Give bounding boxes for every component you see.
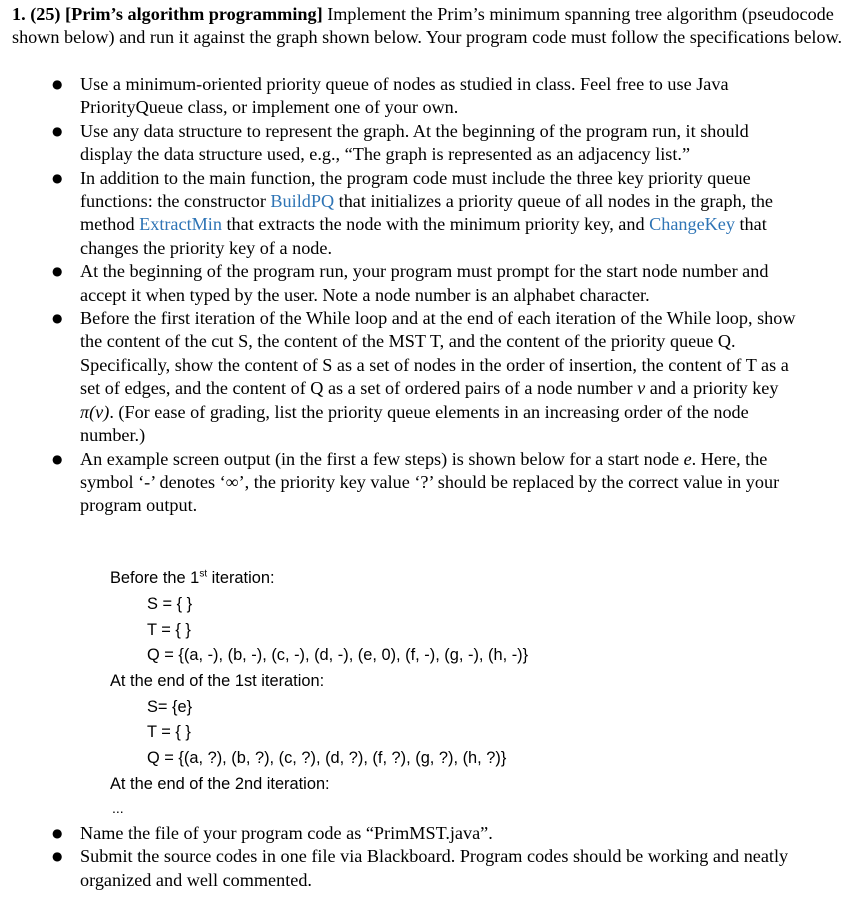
requirement-text: that initializes a priority queue of all nodes in the graph, the method — [80, 191, 774, 235]
sample-heading: At the end of the 1st iteration: — [110, 672, 325, 690]
sample-line: Q = {(a, -), (b, -), (c, -), (d, -), (e, 0), (f, -), (g, -), (h, -)} — [147, 646, 529, 664]
sample-line: T = { } — [147, 621, 191, 639]
submission-list — [0, 822, 864, 892]
sample-heading: Before the 1st iteration: — [110, 568, 275, 587]
requirement-text: . Here, the symbol ‘-’ denotes ‘∞’, the priority key value ‘?’ should be replaced by the correct value in your program output. — [80, 448, 780, 516]
requirement-text: An example screen output (in the first a few steps) is shown below for a start node — [80, 448, 684, 469]
bullet-icon: ● — [52, 264, 63, 279]
priority-key-symbol: π(v) — [80, 401, 110, 422]
requirement-text: Submit the source codes in one file via Blackboard. Program codes should be working and neatly organized and well commented. — [80, 846, 789, 890]
requirement-text: Use any data structure to represent the graph. At the beginning of the program run, it should display the data structure used, e.g., “The graph is represented as an adjacency list.” — [80, 120, 749, 165]
list-item — [0, 448, 800, 518]
requirement-text: At the beginning of the program run, your program must prompt for the start node number and accept it when typed by the user. Note a node number is an alphabet character. — [80, 261, 769, 305]
sample-line: S = { } — [147, 595, 193, 613]
sample-heading: At the end of the 2nd iteration: — [110, 775, 330, 793]
list-item — [0, 120, 800, 167]
requirement-text: . (For ease of grading, list the priority queue elements in an increasing order of the node number.) — [80, 401, 749, 446]
list-item — [0, 845, 800, 892]
list-item — [0, 73, 800, 120]
bullet-icon: ● — [52, 123, 63, 138]
function-name-extractmin: ExtractMin — [139, 214, 222, 235]
bullet-icon: ● — [52, 170, 63, 185]
requirement-text: that changes the priority key of a node. — [80, 214, 767, 258]
function-name-buildpq: BuildPQ — [270, 191, 335, 212]
start-node-symbol: e — [683, 448, 692, 469]
sample-ellipsis: ... — [112, 800, 124, 816]
function-name-changekey: ChangeKey — [649, 214, 735, 235]
list-item — [0, 167, 800, 261]
sample-line: Q = {(a, ?), (b, ?), (c, ?), (d, ?), (f, ?), (g, ?), (h, ?)} — [147, 749, 507, 767]
requirement-text: and a priority key — [645, 378, 779, 399]
requirements-list — [0, 73, 864, 518]
bullet-icon: ● — [52, 849, 63, 864]
question-intro-text: Implement the Prim’s minimum spanning tree algorithm (pseudocode shown below) and run it against the graph shown below. Your program code must follow the specifications below. — [12, 4, 843, 48]
list-item — [0, 822, 800, 845]
bullet-icon: ● — [52, 77, 63, 91]
sample-line: S= {e} — [147, 698, 193, 716]
list-item — [0, 260, 800, 307]
node-symbol: v — [637, 378, 646, 399]
requirement-text: Use a minimum-oriented priority queue of nodes as studied in class. Feel free to use Java PriorityQueue class, or implement one of your own. — [80, 74, 729, 118]
list-item — [0, 307, 800, 447]
requirement-text: that extracts the node with the minimum priority key, and — [221, 214, 650, 235]
bullet-icon: ● — [52, 311, 63, 326]
bullet-icon: ● — [52, 451, 63, 466]
requirement-text: Before the first iteration of the While loop and at the end of each iteration of the While loop, show the content of the cut S, the content of the MST T, and the content of the priority queue Q. Specifically, show the content of S as a set of nodes in the order of insertion, the content of T as a set of edges, and the content of Q as a set of ordered pairs of a node number — [80, 308, 796, 399]
requirement-text: Name the file of your program code as “PrimMST.java”. — [80, 823, 493, 843]
question-intro — [12, 3, 858, 50]
requirement-text: In addition to the main function, the program code must include the three key priority queue functions: the constructor — [80, 167, 751, 212]
question-number: 1. (25) [Prim’s algorithm programming] — [12, 4, 323, 24]
bullet-icon: ● — [52, 826, 63, 840]
sample-line: T = { } — [147, 723, 191, 741]
